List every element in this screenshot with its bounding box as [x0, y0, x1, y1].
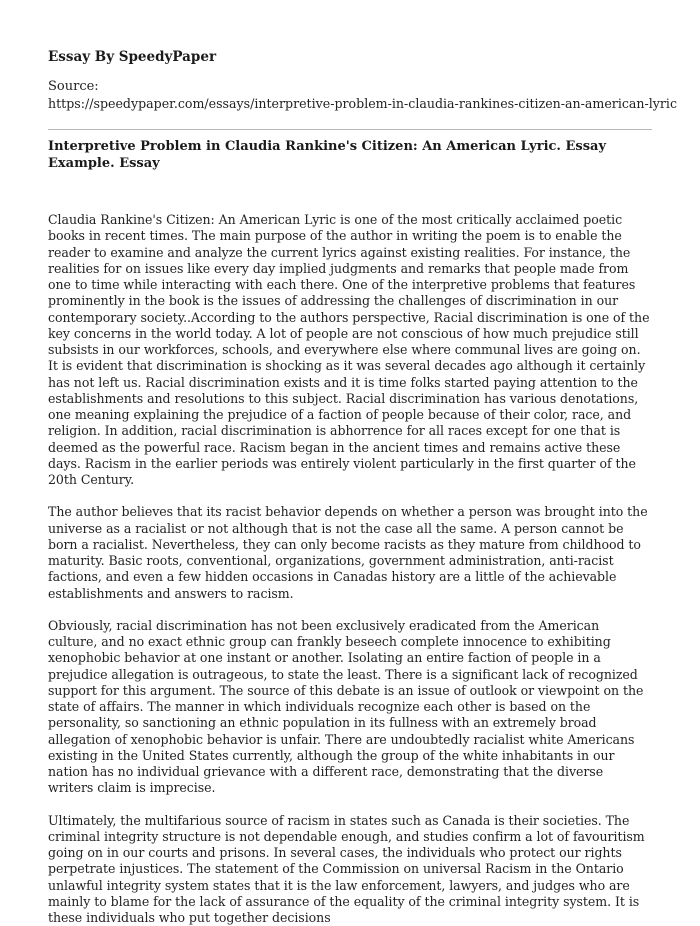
essay-title: Interpretive Problem in Claudia Rankine's Citizen: An American Lyric. Essay Example. Essay	[48, 138, 652, 172]
source-label: Source:	[48, 78, 652, 95]
publisher-heading: Essay By SpeedyPaper	[48, 48, 652, 66]
essay-paragraph-4: Ultimately, the multifarious source of racism in states such as Canada is their societies. The criminal integrity structure is not dependable enough, and studies confirm a lot of favouritism going on in our courts and prisons. In several cases, the individuals who protect our rights perpetrate injustices. The statement of the Commission on universal Racism in the Ontario unlawful integrity system states that it is the law enforcement, lawyers, and judges who are mainly to blame for the lack of assurance of the equality of the criminal integrity system. It is these individuals who put together decisions	[48, 813, 652, 926]
source-url-link[interactable]: https://speedypaper.com/essays/interpretive-problem-in-claudia-rankines-citizen-an-american-lyric	[48, 95, 652, 112]
essay-paragraph-1: Claudia Rankine's Citizen: An American Lyric is one of the most critically acclaimed poetic books in recent times. The main purpose of the author in writing the poem is to enable the reader to examine and analyze the current lyrics against existing realities. For instance, the realities for on issues like every day implied judgments and remarks that people made from one to time while interacting with each there. One of the interpretive problems that features prominently in the book is the issues of addressing the challenges of discrimination in our contemporary society..According to the authors perspective, Racial discrimination is one of the key concerns in the world today. A lot of people are not conscious of how much prejudice still subsists in our workforces, schools, and everywhere else where communal lives are going on. It is evident that discrimination is shocking as it was several decades ago although it certainly has not left us. Racial discrimination exists and it is time folks started paying attention to the establishments and resolutions to this subject. Racial discrimination has various denotations, one meaning explaining the prejudice of a faction of people because of their color, race, and religion. In addition, racial discrimination is abhorrence for all races except for one that is deemed as the powerful race. Racism began in the ancient times and remains active these days. Racism in the earlier periods was entirely violent particularly in the first quarter of the 20th Century.	[48, 212, 652, 488]
essay-paragraph-2: The author believes that its racist behavior depends on whether a person was brought into the universe as a racialist or not although that is not the case all the same. A person cannot be born a racialist. Nevertheless, they can only become racists as they mature from childhood to maturity. Basic roots, conventional, organizations, government administration, anti-racist factions, and even a few hidden occasions in Canadas history are a little of the achievable establishments and answers to racism.	[48, 504, 652, 602]
essay-paragraph-3: Obviously, racial discrimination has not been exclusively eradicated from the American culture, and no exact ethnic group can frankly beseech complete innocence to exhibiting xenophobic behavior at one instant or another. Isolating an entire faction of people in a prejudice allegation is outrageous, to state the least. There is a significant lack of recognized support for this argument. The source of this debate is an issue of outlook or viewpoint on the state of affairs. The manner in which individuals recognize each other is based on the personality, so sanctioning an ethnic population in its fullness with an extremely broad allegation of xenophobic behavior is unfair. There are undoubtedly racialist white Americans existing in the United States currently, although the group of the white inhabitants in our nation has no individual grievance with a different race, demonstrating that the diverse writers claim is imprecise.	[48, 618, 652, 797]
header-divider	[48, 129, 652, 130]
